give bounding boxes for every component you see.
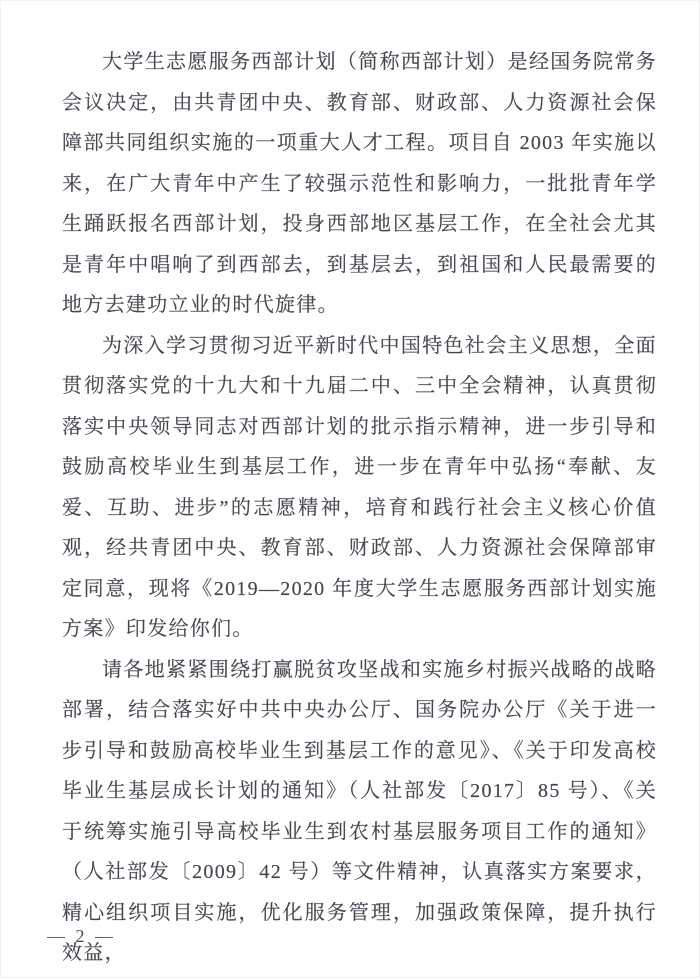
paragraph-implementation-request: 请各地紧紧围绕打赢脱贫攻坚战和实施乡村振兴战略的战略部署，结合落实好中共中央办公厅、国务院办公厅《关于进一步引导和鼓励高校毕业生到基层工作的意见》、《关于印发高校毕业生基层成长计划的通知》（人社部发〔2017〕85 号）、《关于统筹实施引导高校毕业生到农村基层服务项目工作的通知》（人社部发〔2009〕42 号）等文件精神，认真落实方案要求，精心组织项目实施，优化服务管理，加强政策保障，提升执行效益， [62, 658, 657, 964]
page-number: — 2 — [47, 926, 116, 946]
paragraph-policy-basis: 为深入学习贯彻习近平新时代中国特色社会主义思想，全面贯彻落实党的十九大和十九届二中、三中全会精神，认真贯彻落实中央领导同志对西部计划的批示指示精神，进一步引导和鼓励高校毕业生到基层工作，进一步在青年中弘扬“奉献、友爱、互助、进步”的志愿精神，培育和践行社会主义核心价值观，经共青团中央、教育部、财政部、人力资源社会保障部审定同意，现将《2019—2020 年度大学生志愿服务西部计划实施方案》印发给你们。 [62, 334, 657, 640]
paragraph-western-plan-intro: 大学生志愿服务西部计划（简称西部计划）是经国务院常务会议决定，由共青团中央、教育部、财政部、人力资源社会保障部共同组织实施的一项重大人才工程。项目自 2003 年实施以来，在广大青年中产生了较强示范性和影响力，一批批青年学生踊跃报名西部计划，投身西部地区基层工作，在全社会尤其是青年中唱响了到西部去，到基层去，到祖国和人民最需要的地方去建功立业的时代旋律。 [62, 51, 657, 316]
document-body [62, 42, 657, 974]
